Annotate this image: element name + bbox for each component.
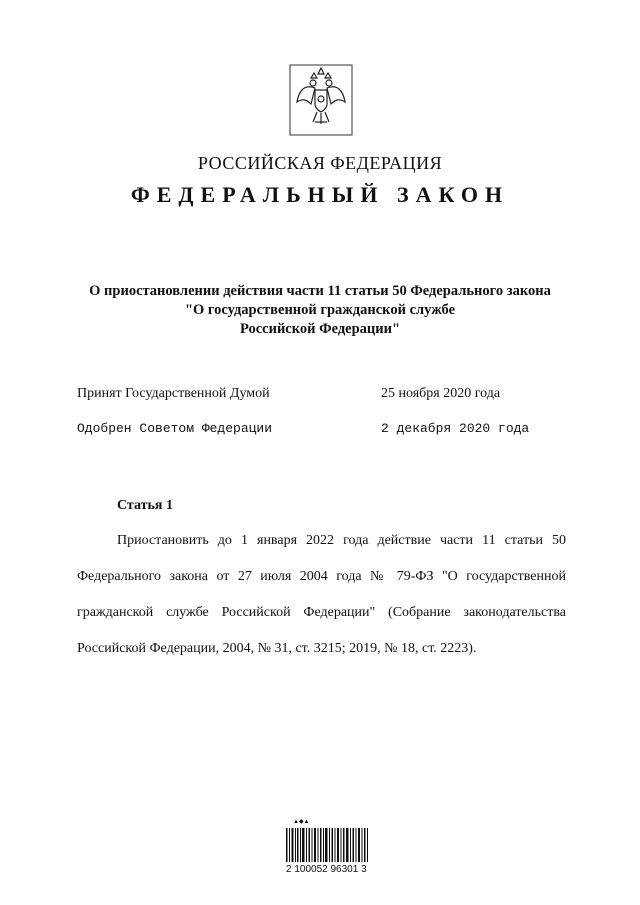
law-title-line: "О государственной гражданской службе	[184, 302, 456, 318]
duma-adoption-label: Принят Государственной Думой	[77, 386, 270, 401]
law-type-heading: ФЕДЕРАЛЬНЫЙ ЗАКОН	[130, 182, 510, 207]
country-heading: РОССИЙСКАЯ ФЕДЕРАЦИЯ	[197, 153, 443, 173]
council-approval-date: 2 декабря 2020 года	[381, 421, 530, 436]
duma-adoption-date: 25 ноября 2020 года	[381, 386, 501, 401]
barcode-icon	[286, 820, 370, 864]
article-text-line: Федерального закона от 27 июля 2004 года № 79-ФЗ "О государственной	[77, 569, 566, 584]
article-text-line: Российской Федерации, 2004, № 31, ст. 3215; 2019, № 18, ст. 2223).	[77, 641, 477, 656]
article-text-line: гражданской службе Российской Федерации" (Собрание законодательства	[77, 605, 566, 620]
article-heading: Статья 1	[117, 498, 173, 513]
barcode-mark: ▲◆▲	[293, 819, 310, 825]
law-title	[60, 282, 580, 339]
law-title-line: О приостановлении действия части 11 статьи 50 Федерального закона	[89, 283, 551, 299]
law-title-line: Российской Федерации"	[239, 321, 401, 337]
coat-of-arms-icon	[289, 64, 353, 136]
council-approval-label: Одобрен Советом Федерации	[77, 421, 273, 436]
article-text-line: Приостановить до 1 января 2022 года действие части 11 статьи 50	[117, 533, 566, 548]
barcode-number: 2 100052 96301 3	[286, 864, 367, 875]
